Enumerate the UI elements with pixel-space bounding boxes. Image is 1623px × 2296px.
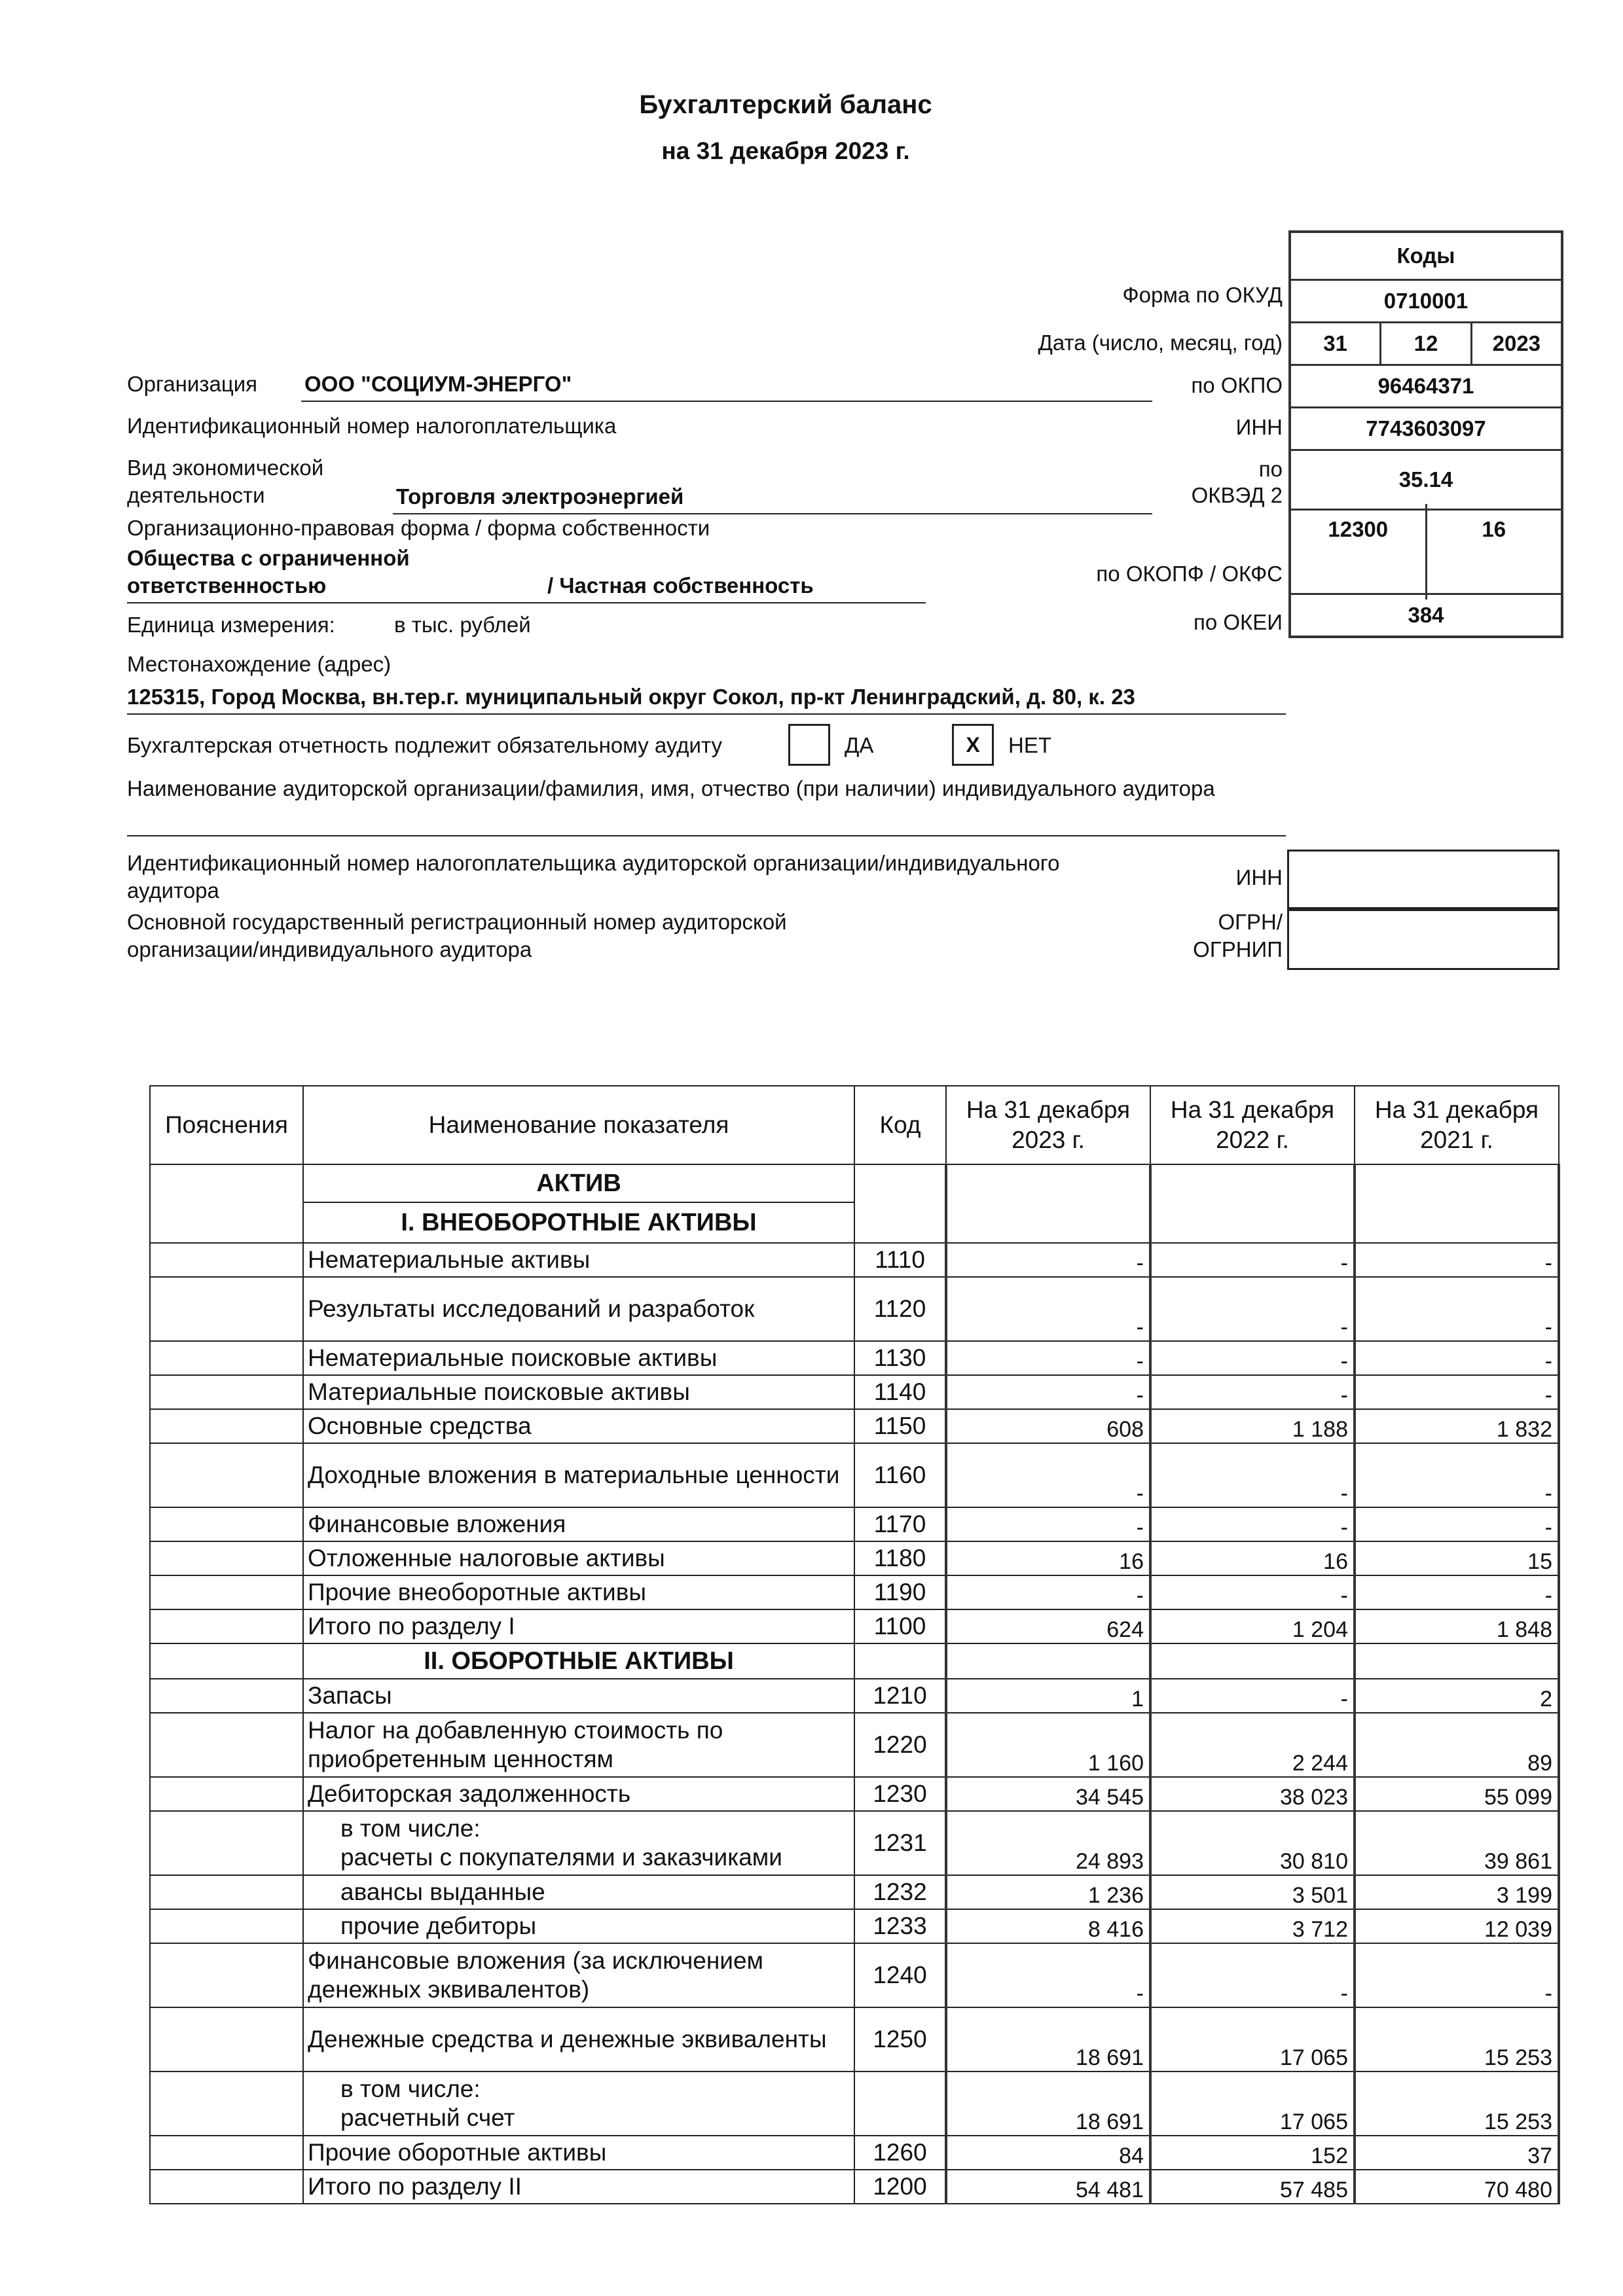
row-notes: [150, 1713, 303, 1777]
row-value-2021: 55 099: [1355, 1777, 1559, 1811]
okpo-label: по ОКПО: [1191, 373, 1283, 397]
row-code: 1230: [854, 1777, 946, 1811]
row-name: Доходные вложения в материальные ценности: [303, 1443, 854, 1507]
row-value-2023: -: [946, 1277, 1150, 1341]
table-row: [150, 2072, 1559, 2136]
row-code: 1130: [854, 1341, 946, 1375]
activity-value: Торговля электроэнергией: [396, 484, 684, 509]
ownership-value: / Частная собственность: [547, 573, 814, 598]
row-value-2022: 1 204: [1150, 1609, 1355, 1643]
row-notes: [150, 1811, 303, 1875]
row-value-2022: 152: [1150, 2136, 1355, 2170]
row-value-2021: 1 848: [1355, 1609, 1559, 1643]
table-row: [150, 1713, 1559, 1777]
row-name: Итого по разделу II: [303, 2170, 854, 2204]
row-notes: [150, 1679, 303, 1713]
row-value-2021: 89: [1355, 1713, 1559, 1777]
date-year: 2023: [1470, 323, 1561, 364]
row-notes: [150, 1277, 303, 1341]
row-notes: [150, 2136, 303, 2170]
row-code: 1250: [854, 2007, 946, 2072]
row-name: Запасы: [303, 1679, 854, 1713]
table-row: [150, 1443, 1559, 1507]
row-value-2023: 1: [946, 1679, 1150, 1713]
row-code: 1140: [854, 1375, 946, 1409]
row-code: 1233: [854, 1909, 946, 1943]
auditor-ogrn-label-1: Основной государственный регистрационный номер аудиторской: [127, 910, 787, 934]
row-code: 1100: [854, 1609, 946, 1643]
row-value-2023: -: [946, 1243, 1150, 1277]
audit-no-checkbox[interactable]: X: [952, 724, 994, 766]
row-notes: [150, 1507, 303, 1541]
inn-code-label: ИНН: [1235, 415, 1283, 439]
okpo-value: 96464371: [1377, 374, 1474, 398]
row-name: Основные средства: [303, 1409, 854, 1443]
section2-row: [150, 1643, 1559, 1679]
row-name: Нематериальные активы: [303, 1243, 854, 1277]
address-underline: [127, 713, 1286, 715]
row-value-2022: -: [1150, 1243, 1355, 1277]
header-2022: На 31 декабря 2022 г.: [1150, 1086, 1355, 1164]
row-value-2021: -: [1355, 1443, 1559, 1507]
row-notes: [150, 2072, 303, 2136]
row-value-2021: 39 861: [1355, 1811, 1559, 1875]
row-value-2021: -: [1355, 1375, 1559, 1409]
row-value-2022: 30 810: [1150, 1811, 1355, 1875]
row-code: 1210: [854, 1679, 946, 1713]
row-value-2023: -: [946, 1341, 1150, 1375]
row-code: 1260: [854, 2136, 946, 2170]
okopf-label: по ОКОПФ / ОКФС: [1096, 562, 1283, 586]
row-code: 1220: [854, 1713, 946, 1777]
row-value-2022: -: [1150, 1341, 1355, 1375]
okud-value: 0710001: [1383, 289, 1468, 313]
row-code: 1240: [854, 1943, 946, 2007]
row-notes: [150, 1375, 303, 1409]
row-notes: [150, 1575, 303, 1609]
row-value-2022: -: [1150, 1679, 1355, 1713]
table-row: [150, 1909, 1559, 1943]
org-underline: [301, 401, 1152, 402]
auditor-inn-code: ИНН: [1235, 865, 1283, 889]
date-label: Дата (число, месяц, год): [1038, 331, 1283, 355]
row-name: Результаты исследований и разработок: [303, 1277, 854, 1341]
address-value: 125315, Город Москва, вн.тер.г. муниципальный округ Сокол, пр-кт Ленинградский, д. 80, к. 23: [127, 685, 1135, 709]
row-value-2021: 2: [1355, 1679, 1559, 1713]
address-label: Местонахождение (адрес): [127, 652, 392, 676]
row-name: Отложенные налоговые активы: [303, 1541, 854, 1575]
table-row: [150, 1811, 1559, 1875]
row-value-2023: -: [946, 1575, 1150, 1609]
row-code: 1190: [854, 1575, 946, 1609]
auditor-inn-field[interactable]: [1287, 850, 1559, 911]
row-name: в том числе: расчеты с покупателями и заказчиками: [303, 1811, 854, 1875]
row-value-2023: -: [946, 1943, 1150, 2007]
row-name: Нематериальные поисковые активы: [303, 1341, 854, 1375]
table-row: [150, 1375, 1559, 1409]
row-name: Финансовые вложения: [303, 1507, 854, 1541]
activity-underline: [393, 513, 1152, 514]
row-value-2021: -: [1355, 1341, 1559, 1375]
row-value-2022: -: [1150, 1507, 1355, 1541]
row-value-2023: 1 236: [946, 1875, 1150, 1909]
header-name: Наименование показателя: [303, 1086, 854, 1164]
date-month: 12: [1379, 323, 1470, 364]
auditor-ogrn-field[interactable]: [1287, 907, 1559, 970]
activity-label-1: Вид экономической: [127, 456, 324, 480]
table-row: [150, 1341, 1559, 1375]
row-value-2022: 1 188: [1150, 1409, 1355, 1443]
table-header-row: [150, 1086, 1559, 1164]
row-code: 1232: [854, 1875, 946, 1909]
row-name: Материальные поисковые активы: [303, 1375, 854, 1409]
row-value-2023: 624: [946, 1609, 1150, 1643]
row-value-2022: -: [1150, 1443, 1355, 1507]
header-2021: На 31 декабря 2021 г.: [1355, 1086, 1559, 1164]
unit-value: в тыс. рублей: [394, 613, 531, 637]
okei-value: 384: [1408, 603, 1444, 627]
inn-label: Идентификационный номер налогоплательщика: [127, 414, 617, 438]
table-row: [150, 1409, 1559, 1443]
page-title: Бухгалтерский баланс: [639, 90, 932, 119]
row-notes: [150, 1443, 303, 1507]
section2-heading: II. ОБОРОТНЫЕ АКТИВЫ: [303, 1643, 854, 1679]
row-notes: [150, 1541, 303, 1575]
row-code: [854, 2072, 946, 2136]
table-row: [150, 1679, 1559, 1713]
row-name: авансы выданные: [303, 1875, 854, 1909]
auditor-ogrn-label-2: организации/индивидуального аудитора: [127, 937, 532, 961]
table-row: [150, 1575, 1559, 1609]
row-value-2021: -: [1355, 1575, 1559, 1609]
balance-table: [149, 1085, 1560, 2204]
row-value-2021: 70 480: [1355, 2170, 1559, 2204]
aktiv-heading: АКТИВ: [303, 1164, 854, 1202]
table-row: [150, 2170, 1559, 2204]
row-value-2021: -: [1355, 1943, 1559, 2007]
auditor-name-label: Наименование аудиторской организации/фамилия, имя, отчество (при наличии) индивидуального аудитора: [127, 776, 1215, 800]
legal-form-1: Общества с ограниченной: [127, 546, 410, 570]
auditor-inn-label-2: аудитора: [127, 878, 219, 903]
row-value-2021: 15 253: [1355, 2072, 1559, 2136]
table-row: [150, 1777, 1559, 1811]
auditor-ogrn-code-1: ОГРН/: [1218, 910, 1283, 934]
date-day: 31: [1323, 331, 1348, 355]
org-name: ООО "СОЦИУМ-ЭНЕРГО": [304, 372, 572, 396]
header-2023: На 31 декабря 2023 г.: [946, 1086, 1150, 1164]
legal-form-label: Организационно-правовая форма / форма собственности: [127, 516, 710, 540]
auditor-inn-label-1: Идентификационный номер налогоплательщика аудиторской организации/индивидуального: [127, 851, 1060, 875]
table-row: [150, 1507, 1559, 1541]
row-name: Дебиторская задолженность: [303, 1777, 854, 1811]
row-value-2023: 54 481: [946, 2170, 1150, 2204]
row-value-2022: 3 501: [1150, 1875, 1355, 1909]
row-notes: [150, 1909, 303, 1943]
row-notes: [150, 2170, 303, 2204]
row-value-2023: 18 691: [946, 2007, 1150, 2072]
audit-required-label: Бухгалтерская отчетность подлежит обязательному аудиту: [127, 733, 722, 757]
header-notes: Пояснения: [150, 1086, 303, 1164]
table-row: [150, 1541, 1559, 1575]
okud-label: Форма по ОКУД: [1122, 283, 1283, 307]
okved-label-1: по: [1258, 457, 1283, 481]
row-code: 1160: [854, 1443, 946, 1507]
okved-label-2: ОКВЭД 2: [1191, 483, 1283, 507]
row-name: Прочие оборотные активы: [303, 2136, 854, 2170]
row-name: в том числе: расчетный счет: [303, 2072, 854, 2136]
row-name: Итого по разделу I: [303, 1609, 854, 1643]
row-name: Финансовые вложения (за исключением денежных эквивалентов): [303, 1943, 854, 2007]
table-row: [150, 1277, 1559, 1341]
okei-label: по ОКЕИ: [1193, 610, 1283, 634]
table-row: [150, 2007, 1559, 2072]
row-name: Денежные средства и денежные эквиваленты: [303, 2007, 854, 2072]
table-row: [150, 1875, 1559, 1909]
auditor-ogrn-code-2: ОГРНИП: [1193, 937, 1283, 961]
row-value-2022: -: [1150, 1375, 1355, 1409]
row-value-2023: 34 545: [946, 1777, 1150, 1811]
okved-value: 35.14: [1398, 467, 1453, 492]
aktiv-row: [150, 1164, 1559, 1202]
section1-heading: I. ВНЕОБОРОТНЫЕ АКТИВЫ: [303, 1202, 854, 1243]
row-code: 1150: [854, 1409, 946, 1443]
row-value-2023: 16: [946, 1541, 1150, 1575]
row-notes: [150, 1777, 303, 1811]
row-notes: [150, 2007, 303, 2072]
row-value-2022: 17 065: [1150, 2007, 1355, 2072]
row-code: 1170: [854, 1507, 946, 1541]
row-value-2022: -: [1150, 1575, 1355, 1609]
row-name: прочие дебиторы: [303, 1909, 854, 1943]
row-value-2021: 37: [1355, 2136, 1559, 2170]
row-notes: [150, 1409, 303, 1443]
row-value-2022: 38 023: [1150, 1777, 1355, 1811]
row-value-2023: -: [946, 1375, 1150, 1409]
audit-no-label: НЕТ: [1008, 733, 1051, 757]
codes-box: [1288, 230, 1563, 638]
row-notes: [150, 1341, 303, 1375]
auditor-name-underline: [127, 835, 1286, 836]
row-value-2023: 84: [946, 2136, 1150, 2170]
row-value-2022: 17 065: [1150, 2072, 1355, 2136]
table-row: [150, 1243, 1559, 1277]
row-value-2023: 8 416: [946, 1909, 1150, 1943]
page-subtitle: на 31 декабря 2023 г.: [661, 137, 910, 164]
audit-yes-checkbox[interactable]: [788, 724, 830, 766]
audit-yes-label: ДА: [845, 733, 874, 757]
row-value-2021: -: [1355, 1507, 1559, 1541]
row-value-2021: -: [1355, 1243, 1559, 1277]
legal-form-underline: [127, 602, 926, 603]
row-value-2023: 1 160: [946, 1713, 1150, 1777]
row-value-2023: -: [946, 1443, 1150, 1507]
table-row: [150, 1609, 1559, 1643]
row-name: Налог на добавленную стоимость по приобретенным ценностям: [303, 1713, 854, 1777]
row-notes: [150, 1609, 303, 1643]
row-notes: [150, 1243, 303, 1277]
row-value-2021: 15 253: [1355, 2007, 1559, 2072]
row-code: 1180: [854, 1541, 946, 1575]
header-code: Код: [854, 1086, 946, 1164]
okopf-value: 12300: [1328, 517, 1389, 541]
row-value-2023: 18 691: [946, 2072, 1150, 2136]
row-code: 1120: [854, 1277, 946, 1341]
row-value-2021: 15: [1355, 1541, 1559, 1575]
row-value-2021: 3 199: [1355, 1875, 1559, 1909]
row-code: 1231: [854, 1811, 946, 1875]
table-row: [150, 2136, 1559, 2170]
activity-label-2: деятельности: [127, 483, 265, 507]
row-notes: [150, 1943, 303, 2007]
row-value-2022: 2 244: [1150, 1713, 1355, 1777]
legal-form-2: ответственностью: [127, 573, 327, 598]
row-code: 1200: [854, 2170, 946, 2204]
codes-caption: Коды: [1396, 243, 1455, 268]
table-row: [150, 1943, 1559, 2007]
okfs-value: 16: [1425, 504, 1561, 600]
row-name: Прочие внеоборотные активы: [303, 1575, 854, 1609]
row-value-2021: 12 039: [1355, 1909, 1559, 1943]
inn-value: 7743603097: [1366, 416, 1486, 440]
row-value-2022: -: [1150, 1277, 1355, 1341]
row-code: 1110: [854, 1243, 946, 1277]
row-value-2022: 16: [1150, 1541, 1355, 1575]
row-value-2023: -: [946, 1507, 1150, 1541]
unit-label: Единица измерения:: [127, 613, 335, 637]
row-notes: [150, 1875, 303, 1909]
row-value-2021: 1 832: [1355, 1409, 1559, 1443]
row-value-2023: 24 893: [946, 1811, 1150, 1875]
row-value-2022: 3 712: [1150, 1909, 1355, 1943]
row-value-2022: -: [1150, 1943, 1355, 2007]
row-value-2023: 608: [946, 1409, 1150, 1443]
org-label: Организация: [127, 372, 258, 396]
row-value-2022: 57 485: [1150, 2170, 1355, 2204]
row-value-2021: -: [1355, 1277, 1559, 1341]
